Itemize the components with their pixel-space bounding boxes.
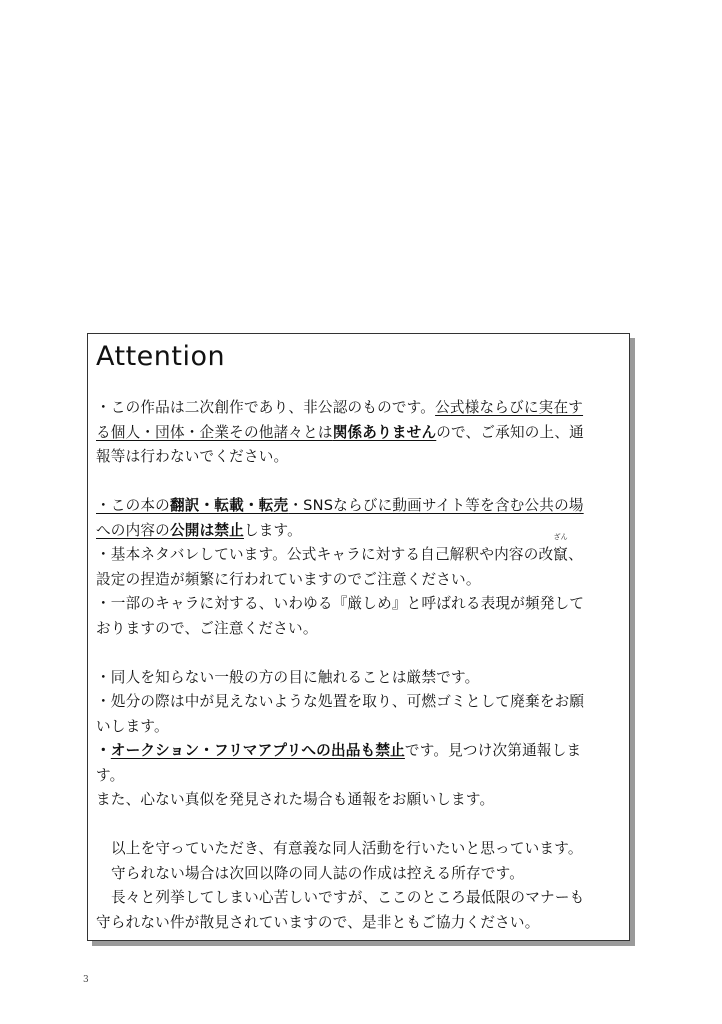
underlined-text: ・この本の [96, 497, 170, 514]
notice-line: 設定の捏造が頻繁に行われていますのでご注意ください。 [96, 570, 481, 588]
paragraph-gap [96, 470, 619, 495]
notice-line: 長々と列挙してしまい心苦しいですが、ここのところ最低限のマナーも [111, 889, 585, 906]
notice-line: 以上を守っていただき、有意義な同人活動を行いたいと思っています。 [111, 840, 583, 857]
underlined-text: 公式様ならびに実在す [435, 399, 584, 416]
paragraph-gap [96, 813, 619, 838]
notice-text: します。 [243, 521, 302, 539]
underlined-text: への内容の [96, 521, 170, 539]
notice-line: 報等は行わないでください。 [96, 448, 289, 465]
notice-line: 守られない件が散見されていますので、是非ともご協力ください。 [96, 913, 540, 931]
emphasis-text: オークション・フリマアプリへの出品も禁止 [110, 742, 405, 759]
notice-text: ・ [96, 742, 111, 759]
attention-notice-box [87, 333, 630, 941]
emphasis-text: 公開は禁止 [169, 521, 244, 539]
notice-line [96, 396, 619, 421]
underlined-text: る個人・団体・企業その他諸々とは [96, 423, 333, 441]
notice-text: ・基本ネタバレしています。公式キャラに対する自己解釈や内容の改 [96, 546, 554, 563]
notice-text: 、 [568, 546, 583, 563]
notice-line: ・処分の際は中が見えないような処置を取り、可燃ゴミとして廃棄をお願 [96, 693, 585, 710]
paragraph-gap [96, 641, 619, 666]
notice-line: また、心ない真似を発見された場合も通報をお願いします。 [96, 791, 495, 808]
emphasis-text: 関係ありません [332, 423, 437, 441]
notice-line [96, 739, 619, 764]
ruby-reading: ざん [553, 533, 568, 541]
notice-text: ・この作品は二次創作であり、非公認のものです。 [96, 399, 436, 416]
page-number: 3 [83, 975, 89, 985]
notice-line: いします。 [96, 717, 169, 735]
notice-line: ・一部のキャラに対する、いわゆる『厳しめ』と呼ばれる表現が頻発して [96, 595, 585, 612]
notice-line: す。 [96, 766, 125, 784]
notice-line [96, 533, 619, 568]
notice-line: おりますので、ご注意ください。 [96, 619, 318, 637]
emphasis-text: 翻訳・転載・転売 [169, 497, 289, 514]
notice-line: 守られない場合は次回以降の同人誌の作成は控える所存です。 [111, 864, 525, 882]
notice-line [96, 421, 619, 446]
notice-title: Attention [96, 341, 226, 372]
notice-text: ので、ご承知の上、通 [436, 423, 584, 441]
ruby-base: 竄 [553, 546, 569, 563]
notice-line [96, 519, 619, 544]
notice-line [96, 494, 619, 519]
underlined-text: ・SNSならびに動画サイト等を含む公共の場 [288, 497, 584, 514]
notice-text: です。見つけ次第通報しま [404, 742, 582, 759]
ruby-annotated-char [553, 533, 569, 568]
notice-line: ・同人を知らない一般の方の目に触れることは厳禁です。 [96, 668, 480, 686]
